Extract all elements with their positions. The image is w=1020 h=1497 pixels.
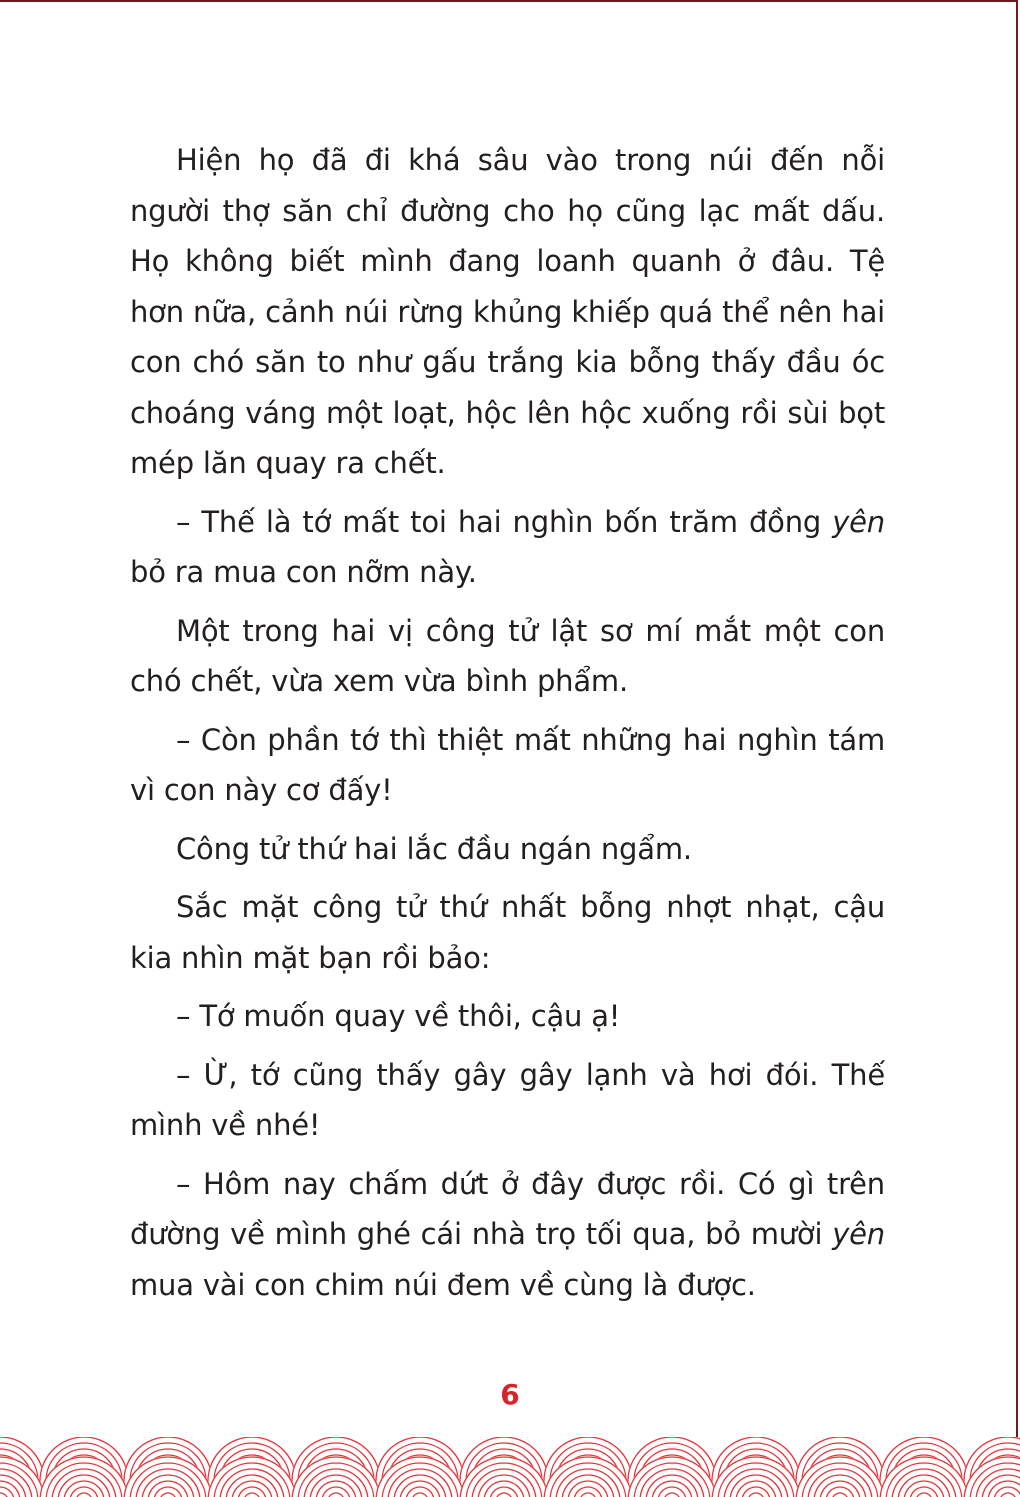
paragraph <box>130 715 885 816</box>
text-run: bỏ ra mua con nỡm này. <box>130 555 477 589</box>
text-run: Một trong hai vị công tử lật sơ mí mắt một con chó chết, vừa xem vừa bình phẩm. <box>130 613 885 698</box>
paragraph <box>130 606 885 707</box>
paragraph <box>130 497 885 598</box>
text-run: – Còn phần tớ thì thiệt mất những hai nghìn tám vì con này cơ đấy! <box>130 722 885 807</box>
page-number: 6 <box>500 1378 520 1411</box>
italic-term: yên <box>832 504 885 539</box>
paragraph <box>130 824 885 875</box>
paragraph <box>130 135 885 489</box>
wave-pattern-border <box>0 1437 1020 1497</box>
text-run: Sắc mặt công tử thứ nhất bỗng nhợt nhạt, cậu kia nhìn mặt bạn rồi bảo: <box>130 890 885 975</box>
text-run: – Ừ, tớ cũng thấy gây gây lạnh và hơi đói. Thế mình về nhé! <box>130 1057 885 1142</box>
paragraph <box>130 1050 885 1151</box>
paragraph <box>130 1159 885 1311</box>
italic-term: yên <box>832 1217 885 1251</box>
text-run: – Tớ muốn quay về thôi, cậu ạ! <box>176 999 621 1033</box>
text-run: mua vài con chim núi đem về cùng là được. <box>130 1267 756 1302</box>
text-run: – Hôm nay chấm dứt ở đây được rồi. Có gì trên đường về mình ghé cái nhà trọ tối qua, bỏ mười <box>130 1166 885 1251</box>
text-run: – Thế là tớ mất toi hai nghìn bốn trăm đồng <box>176 504 833 539</box>
paragraph <box>130 882 885 983</box>
text-run: Công tử thứ hai lắc đầu ngán ngẩm. <box>176 831 692 866</box>
text-run: Hiện họ đã đi khá sâu vào trong núi đến nỗi người thợ săn chỉ đường cho họ cũng lạc mất dấu. Họ không biết mình đang loanh quanh ở đâu. Tệ hơn nữa, cảnh núi rừng khủng khiếp quá thể nên hai con chó săn to như gấu trắng kia bỗng thấy đầu óc choáng váng một loạt, hộc lên hộc xuống rồi sùi bọt mép lăn quay ra chết. <box>130 143 885 480</box>
story-text <box>130 135 885 1318</box>
paragraph <box>130 991 885 1042</box>
